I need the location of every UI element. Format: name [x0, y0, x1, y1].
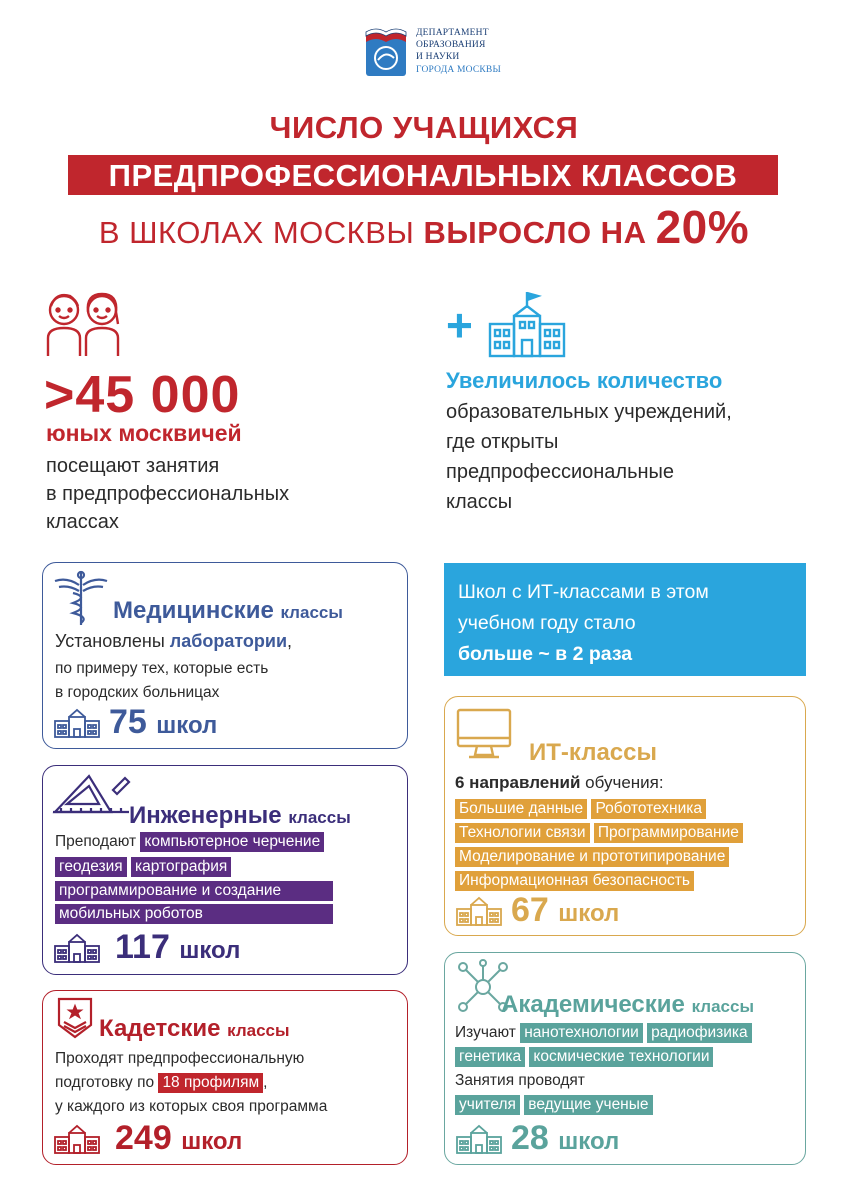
ruler-triangle-icon [51, 772, 131, 816]
school-small-icon [455, 895, 503, 927]
logo-line-4: ГОРОДА МОСКВЫ [416, 65, 501, 75]
tag-programming: программирование и создание [55, 881, 333, 901]
tag-nanotech: нанотехнологии [520, 1023, 643, 1043]
engineering-tags-row-4 [55, 902, 333, 926]
logo-line-2: ОБРАЗОВАНИЯ [416, 40, 486, 50]
medical-text-1-post: , [287, 631, 293, 651]
it-growth-bold: больше ~ в 2 раза [458, 643, 633, 665]
headline-line-1: ЧИСЛО УЧАЩИХСЯ [269, 110, 579, 145]
institutions-bold-label: Увеличилось количество [446, 368, 723, 393]
medical-classes-card [42, 562, 408, 749]
institutions-text-4: классы [446, 491, 513, 513]
academic-count [511, 1119, 619, 1158]
engineering-count-unit: школ [179, 937, 241, 964]
tag-genetics: генетика [455, 1047, 525, 1067]
cadet-title-main: Кадетские [99, 1015, 221, 1042]
academic-title-small: классы [691, 997, 754, 1016]
academic-text-1-pre: Изучают [455, 1024, 516, 1041]
engineering-count [115, 928, 240, 967]
tag-computer-drafting: компьютерное черчение [140, 832, 324, 852]
institutions-text-1: образовательных учреждений, [446, 401, 732, 423]
medical-count-unit: школ [156, 712, 218, 739]
tag-leading-scientists: ведущие ученые [524, 1095, 652, 1115]
students-text-2: в предпрофессиональных [46, 483, 290, 505]
tag-cartography: картография [131, 857, 231, 877]
it-growth-line-1: Школ с ИТ-классами в этом [458, 581, 709, 603]
medical-title-small: классы [280, 603, 343, 622]
students-text-3: классах [46, 511, 119, 533]
headline-line-3 [0, 200, 848, 254]
school-small-icon [53, 707, 101, 739]
it-subtitle-bold: 6 направлений [455, 773, 581, 792]
tag-robotics: Робототехника [591, 799, 706, 819]
cadet-title-small: классы [227, 1021, 290, 1040]
medical-text-1-pre: Установлены [55, 631, 170, 651]
medical-text-1-bold: лаборатории [169, 631, 288, 651]
students-bold-label: юных москвичей [46, 420, 242, 446]
it-title: ИТ-классы [529, 739, 657, 766]
cadet-classes-card [42, 990, 408, 1165]
academic-count-unit: школ [558, 1128, 620, 1155]
school-building-icon [486, 290, 568, 358]
tag-information-security: Информационная безопасность [455, 871, 694, 891]
academic-tags-row-2 [455, 1045, 713, 1069]
institutions-text-2: где открыты [446, 431, 559, 453]
engineering-tags-row-2 [55, 855, 231, 879]
headline-line-3-bold: ВЫРОСЛО НА [423, 215, 647, 250]
it-tags-row-1 [455, 797, 706, 821]
school-small-icon [53, 1123, 101, 1155]
school-small-icon [53, 932, 101, 964]
tag-programming: Программирование [594, 823, 743, 843]
tag-communication-tech: Технологии связи [455, 823, 590, 843]
military-badge-icon [55, 995, 95, 1041]
students-number: >45 000 [44, 366, 241, 424]
engineering-text-pre: Преподают [55, 833, 137, 850]
it-tags-row-3 [455, 845, 729, 869]
cadet-title [99, 1015, 290, 1043]
engineering-title-small: классы [288, 808, 351, 827]
it-tags-row-2 [455, 821, 743, 845]
logo-line-3: И НАУКИ [416, 52, 460, 62]
cadet-text-2-post: , [263, 1074, 268, 1091]
caduceus-icon [51, 569, 111, 627]
cadet-count-unit: школ [181, 1128, 243, 1155]
cadet-count [115, 1119, 242, 1158]
cadet-count-number: 249 [115, 1119, 172, 1157]
plus-sign: + [446, 299, 473, 351]
cadet-text-1: Проходят предпрофессиональную [55, 1050, 305, 1067]
academic-tags-row-3 [455, 1093, 653, 1117]
academic-count-number: 28 [511, 1119, 549, 1157]
moscow-education-emblem-icon [364, 28, 410, 80]
computer-monitor-icon [455, 707, 513, 761]
cadet-text-3: у каждого из которых своя программа [55, 1098, 328, 1115]
it-count-number: 67 [511, 891, 549, 929]
academic-classes-card [444, 952, 806, 1165]
medical-title [113, 597, 343, 625]
it-count-unit: школ [558, 900, 620, 927]
students-text-1: посещают занятия [46, 455, 220, 477]
institutions-text-3: предпрофессиональные [446, 461, 675, 483]
tag-mobile-robots: мобильных роботов [55, 904, 333, 924]
it-subtitle-rest: обучения: [580, 773, 664, 792]
academic-text-1 [455, 1021, 752, 1045]
engineering-title-main: Инженерные [129, 802, 282, 829]
tag-space-tech: космические технологии [529, 1047, 713, 1067]
headline-line-3-regular: В ШКОЛАХ МОСКВЫ [98, 215, 415, 250]
cadet-text-2-pre: подготовку по [55, 1074, 155, 1091]
medical-text-3: в городских больницах [55, 684, 220, 701]
tag-big-data: Большие данные [455, 799, 587, 819]
academic-text-2: Занятия проводят [455, 1072, 585, 1089]
medical-text-2: по примеру тех, которые есть [55, 660, 269, 677]
headline-percent: 20% [655, 201, 750, 253]
it-classes-card [444, 696, 806, 936]
medical-count [109, 703, 217, 742]
cadet-text-2 [55, 1071, 267, 1095]
engineering-title [129, 802, 351, 830]
logo-line-1: ДЕПАРТАМЕНТ [416, 28, 489, 38]
tag-modeling-prototyping: Моделирование и прототипирование [455, 847, 729, 867]
tag-18-profiles: 18 профилям [158, 1073, 263, 1093]
academic-title [501, 991, 754, 1019]
tag-geodesy: геодезия [55, 857, 127, 877]
engineering-tags-row-3 [55, 879, 333, 903]
tag-teachers: учителя [455, 1095, 520, 1115]
medical-title-main: Медицинские [113, 597, 274, 624]
engineering-text [55, 830, 324, 854]
school-small-icon [455, 1123, 503, 1155]
engineering-classes-card [42, 765, 408, 975]
headline-line-2: ПРЕДПРОФЕССИОНАЛЬНЫХ КЛАССОВ [108, 158, 738, 193]
it-subtitle [455, 771, 664, 795]
it-tags-row-4 [455, 869, 694, 893]
it-count [511, 891, 619, 930]
children-icon [44, 288, 124, 358]
medical-text-1 [55, 629, 292, 653]
it-growth-line-2: учебном году стало [458, 612, 636, 634]
it-growth-box [444, 563, 806, 676]
department-logo [364, 28, 524, 82]
engineering-count-number: 117 [115, 928, 170, 966]
academic-title-main: Академические [501, 991, 685, 1018]
medical-count-number: 75 [109, 703, 147, 741]
tag-radiophysics: радиофизика [647, 1023, 751, 1043]
